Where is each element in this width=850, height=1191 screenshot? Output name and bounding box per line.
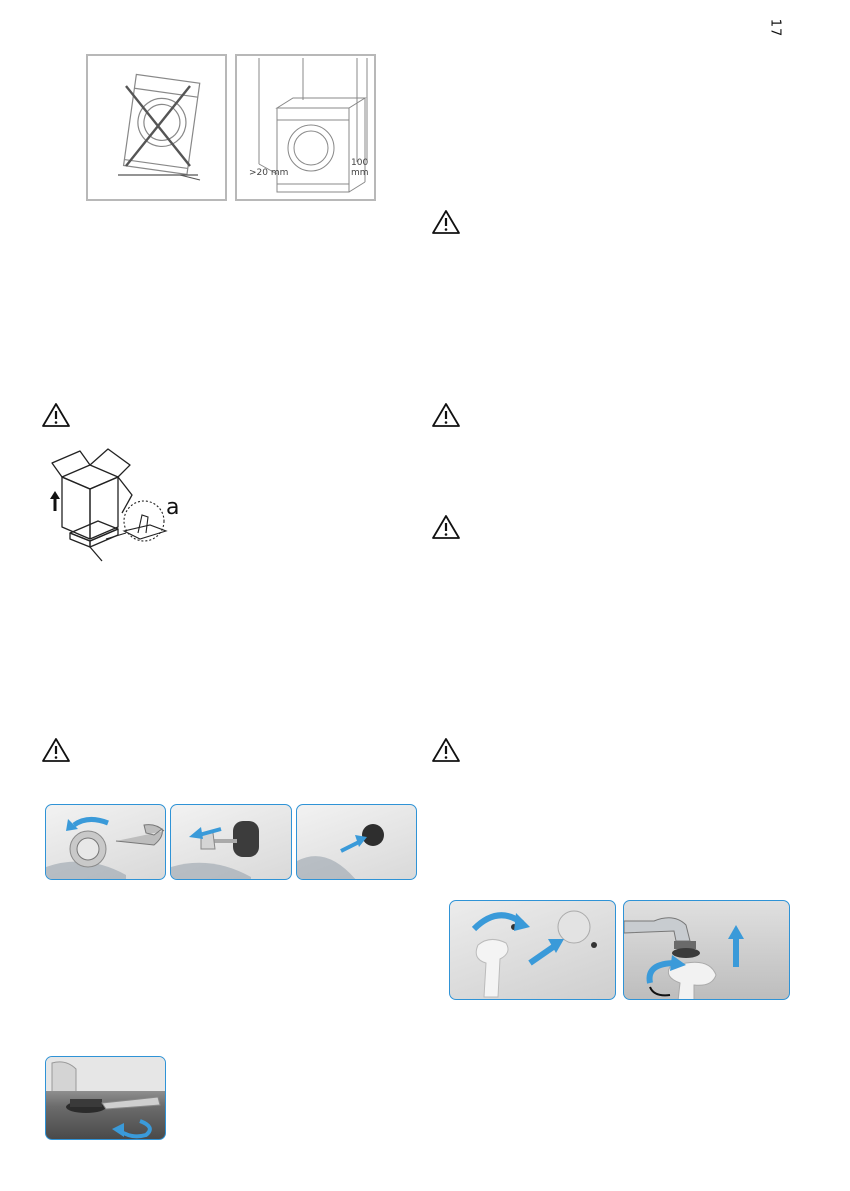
up-arrow-icon — [50, 491, 60, 511]
connect-hose-illustration — [624, 901, 790, 1000]
photo-unscrew-bolt — [45, 804, 166, 880]
back-clearance-label: 100 mm — [351, 158, 369, 178]
cross-icon — [126, 86, 190, 166]
page-number — [766, 8, 784, 48]
remove-cap-illustration — [450, 901, 616, 1000]
rotate-arrow-icon — [74, 819, 108, 825]
warning-triangle-icon — [431, 402, 461, 428]
photo-pull-bolt — [170, 804, 292, 880]
warning-triangle-icon — [431, 514, 461, 540]
page-number-text: 17 — [767, 18, 783, 38]
unscrew-bolt-illustration — [46, 805, 166, 880]
adjust-feet-illustration — [46, 1057, 166, 1140]
photo-adjust-feet — [45, 1056, 166, 1140]
packaging-removal-illustration — [46, 443, 186, 563]
warning-triangle-icon — [41, 402, 71, 428]
insert-plug-illustration — [297, 805, 417, 880]
warning-triangle-icon — [41, 737, 71, 763]
figure-clearance — [235, 54, 376, 201]
direction-arrow-icon — [530, 945, 556, 963]
side-clearance-label: >20 mm — [249, 168, 289, 178]
warning-triangle-icon — [431, 737, 461, 763]
warning-triangle-icon — [431, 209, 461, 235]
figure-remove-packaging — [46, 443, 186, 563]
tilted-washer-illustration — [88, 56, 225, 199]
pull-bolt-illustration — [171, 805, 292, 880]
photo-insert-plug — [296, 804, 417, 880]
figure-wrong-placement — [86, 54, 227, 201]
photo-connect-hose — [623, 900, 790, 1000]
photo-remove-cap — [449, 900, 616, 1000]
callout-label-a: a — [166, 495, 180, 520]
rotate-arrow-icon — [120, 1121, 150, 1136]
